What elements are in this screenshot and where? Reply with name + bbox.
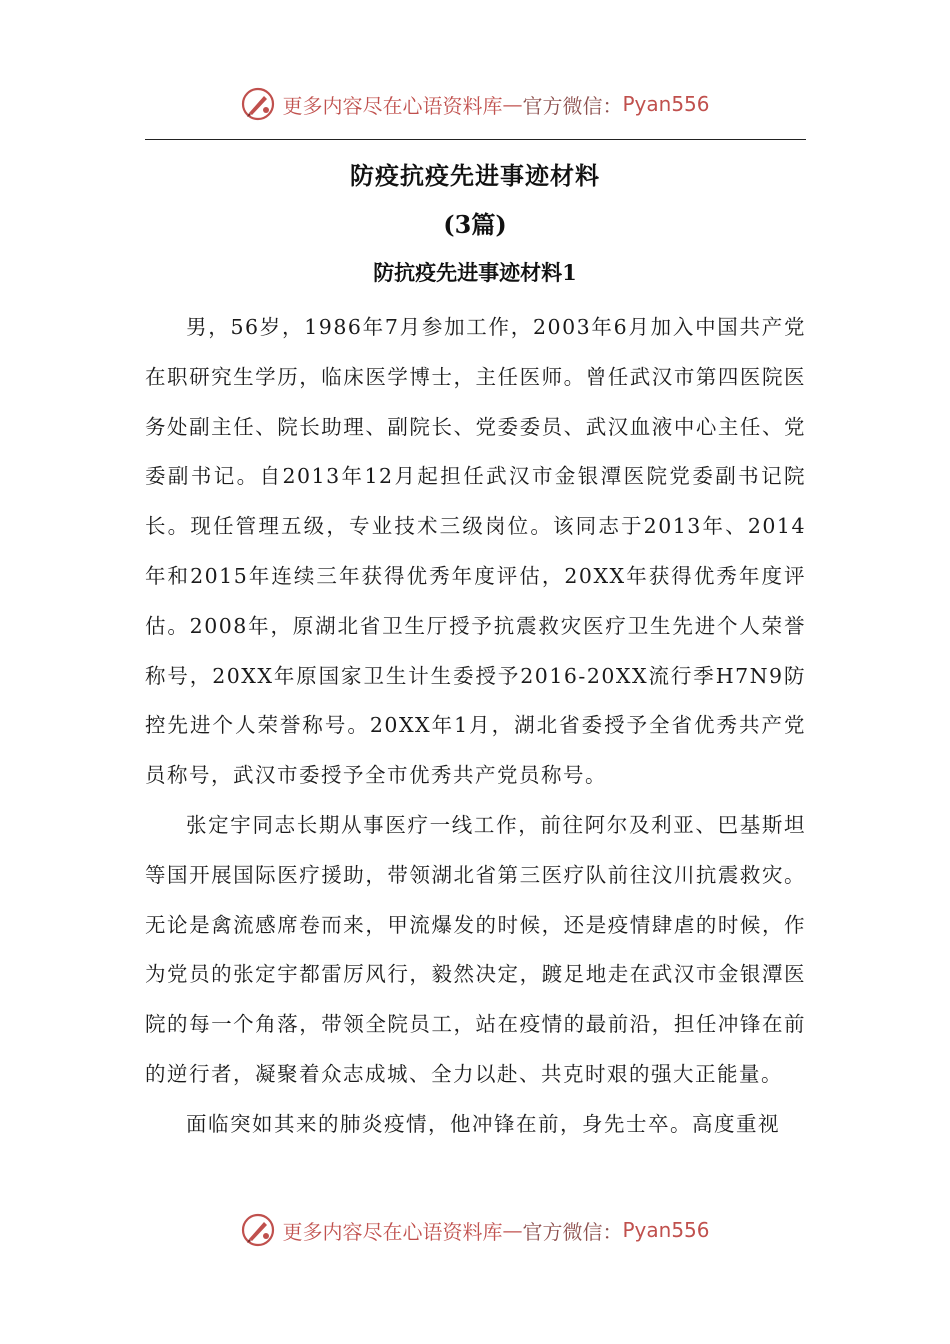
banner-official-label: 官方微信： — [522, 93, 623, 118]
header-divider — [145, 139, 806, 140]
pen-logo-icon — [240, 1212, 276, 1248]
banner-wechat-id: Pyan556 — [622, 92, 710, 116]
footer-banner — [0, 1208, 950, 1252]
header-banner — [0, 82, 950, 126]
banner-main-text: 更多内容尽在心语资料库 — [282, 93, 503, 118]
banner-wechat-id: Pyan556 — [622, 1218, 710, 1242]
banner-dash: — — [502, 1218, 523, 1242]
banner-official-label: 官方微信： — [522, 1219, 623, 1244]
banner-dash: — — [502, 92, 523, 116]
document-subtitle: (3篇) — [443, 210, 507, 239]
paragraph: 男，56岁，1986年7月参加工作，2003年6月加入中国共产党在职研究生学历，临床医学博士，主任医师。曾任武汉市第四医院医务处副主任、院长助理、副院长、党委委员、武汉血液中心主任、党委副书记。自2013年12月起担任武汉市金银潭医院党委副书记院长。现任管理五级，专业技术三级岗位。该同志于2013年、2014年和2015年连续三年获得优秀年度评估，20XX年获得优秀年度评估。2008年，原湖北省卫生厅授予抗震救灾医疗卫生先进个人荣誉称号，20XX年原国家卫生计生委授予2016-20XX流行季H7N9防控先进个人荣誉称号。20XX年1月，湖北省委授予全省优秀共产党员称号，武汉市委授予全市优秀共产党员称号。 — [145, 315, 806, 788]
banner-main-text: 更多内容尽在心语资料库 — [282, 1219, 503, 1244]
paragraph: 张定宇同志长期从事医疗一线工作，前往阿尔及利亚、巴基斯坦等国开展国际医疗援助，带领湖北省第三医疗队前往汶川抗震救灾。无论是禽流感席卷而来，甲流爆发的时候，还是疫情肆虐的时候，作为党员的张定宇都雷厉风行，毅然决定，踱足地走在武汉市金银潭医院的每一个角落，带领全院员工，站在疫情的最前沿，担任冲锋在前的逆行者，凝聚着众志成城、全力以赴、共克时艰的强大正能量。 — [145, 812, 806, 1086]
paragraph: 面临突如其来的肺炎疫情，他冲锋在前，身先士卒。高度重视 — [186, 1111, 780, 1136]
section-title: 防抗疫先进事迹材料1 — [373, 260, 577, 285]
pen-logo-icon — [240, 86, 276, 122]
document-title: 防疫抗疫先进事迹材料 — [350, 161, 600, 190]
document-body — [145, 303, 806, 1150]
